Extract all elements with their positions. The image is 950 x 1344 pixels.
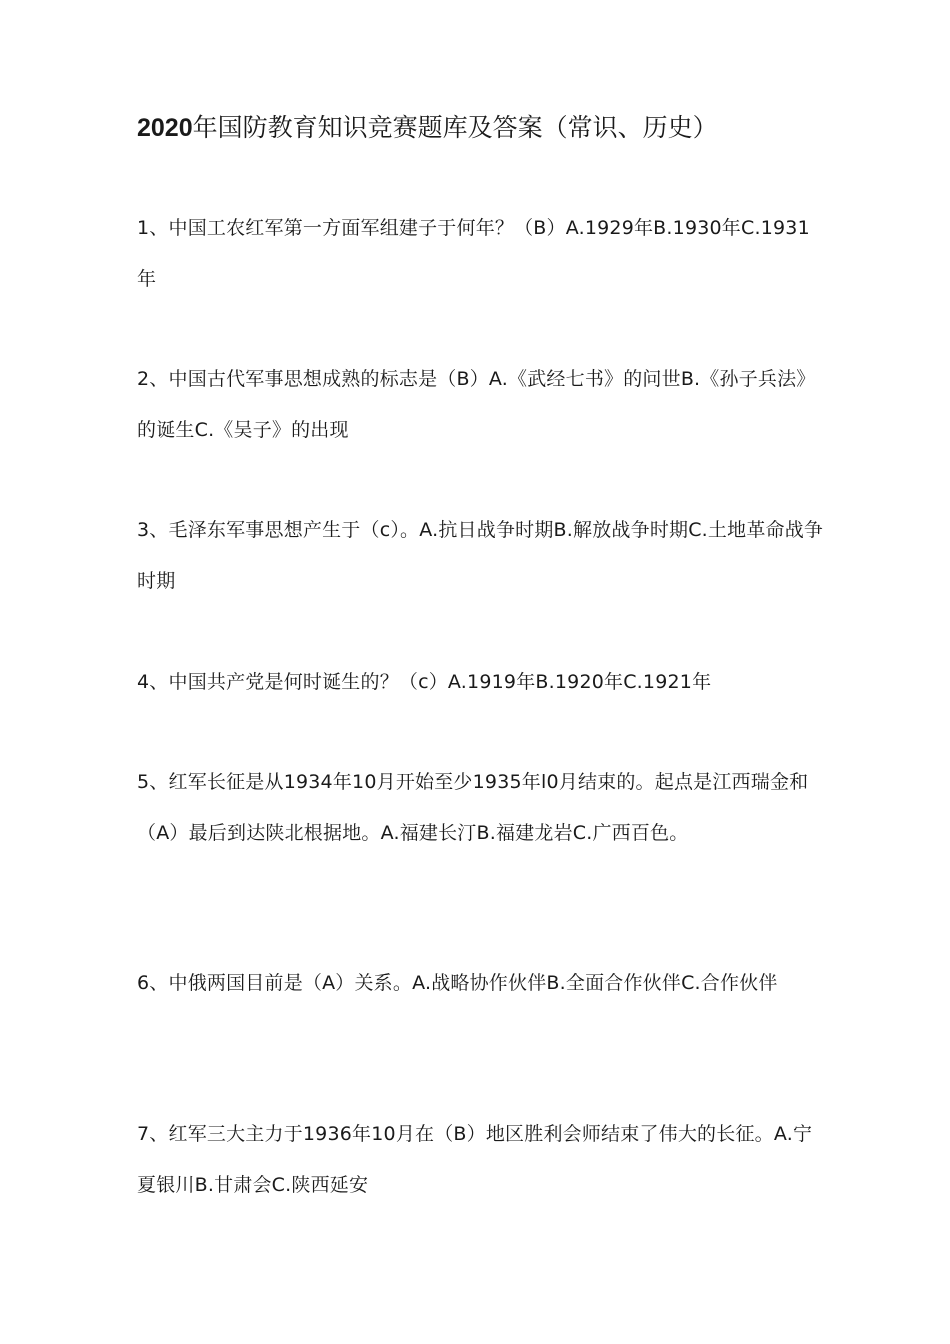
question-item: 4、中国共产党是何时诞生的？（c）A.1919年B.1920年C.1921年 (137, 671, 712, 693)
question-item: 5、红军长征是从1934年10月开始至少1935年l0月结束的。起点是江西瑞金和（A）最后到达陕北根据地。A.福建长汀B.福建龙岩C.广西百色。 (137, 771, 809, 844)
question-item: 1、中国工农红军第一方面军组建子于何年？（B）A.1929年B.1930年C.1931年 (137, 217, 810, 290)
question-item: 6、中俄两国目前是（A）关系。A.战略协作伙伴B.全面合作伙伴C.合作伙伴 (137, 972, 778, 994)
question-item: 2、中国古代军事思想成熟的标志是（B）A.《武经七书》的问世B.《孙子兵法》的诞生C.《吴子》的出现 (137, 368, 816, 441)
title-text: 年国防教育知识竞赛题库及答案（常识、历史） (192, 113, 718, 142)
question-item: 7、红军三大主力于1936年10月在（B）地区胜利会师结束了伟大的长征。A.宁夏银川B.甘肃会C.陕西延安 (137, 1123, 813, 1196)
title-year: 2020 (137, 114, 193, 142)
question-item: 3、毛泽东军事思想产生于（c）。A.抗日战争时期B.解放战争时期C.土地革命战争时期 (137, 519, 824, 592)
page-title (137, 108, 837, 148)
